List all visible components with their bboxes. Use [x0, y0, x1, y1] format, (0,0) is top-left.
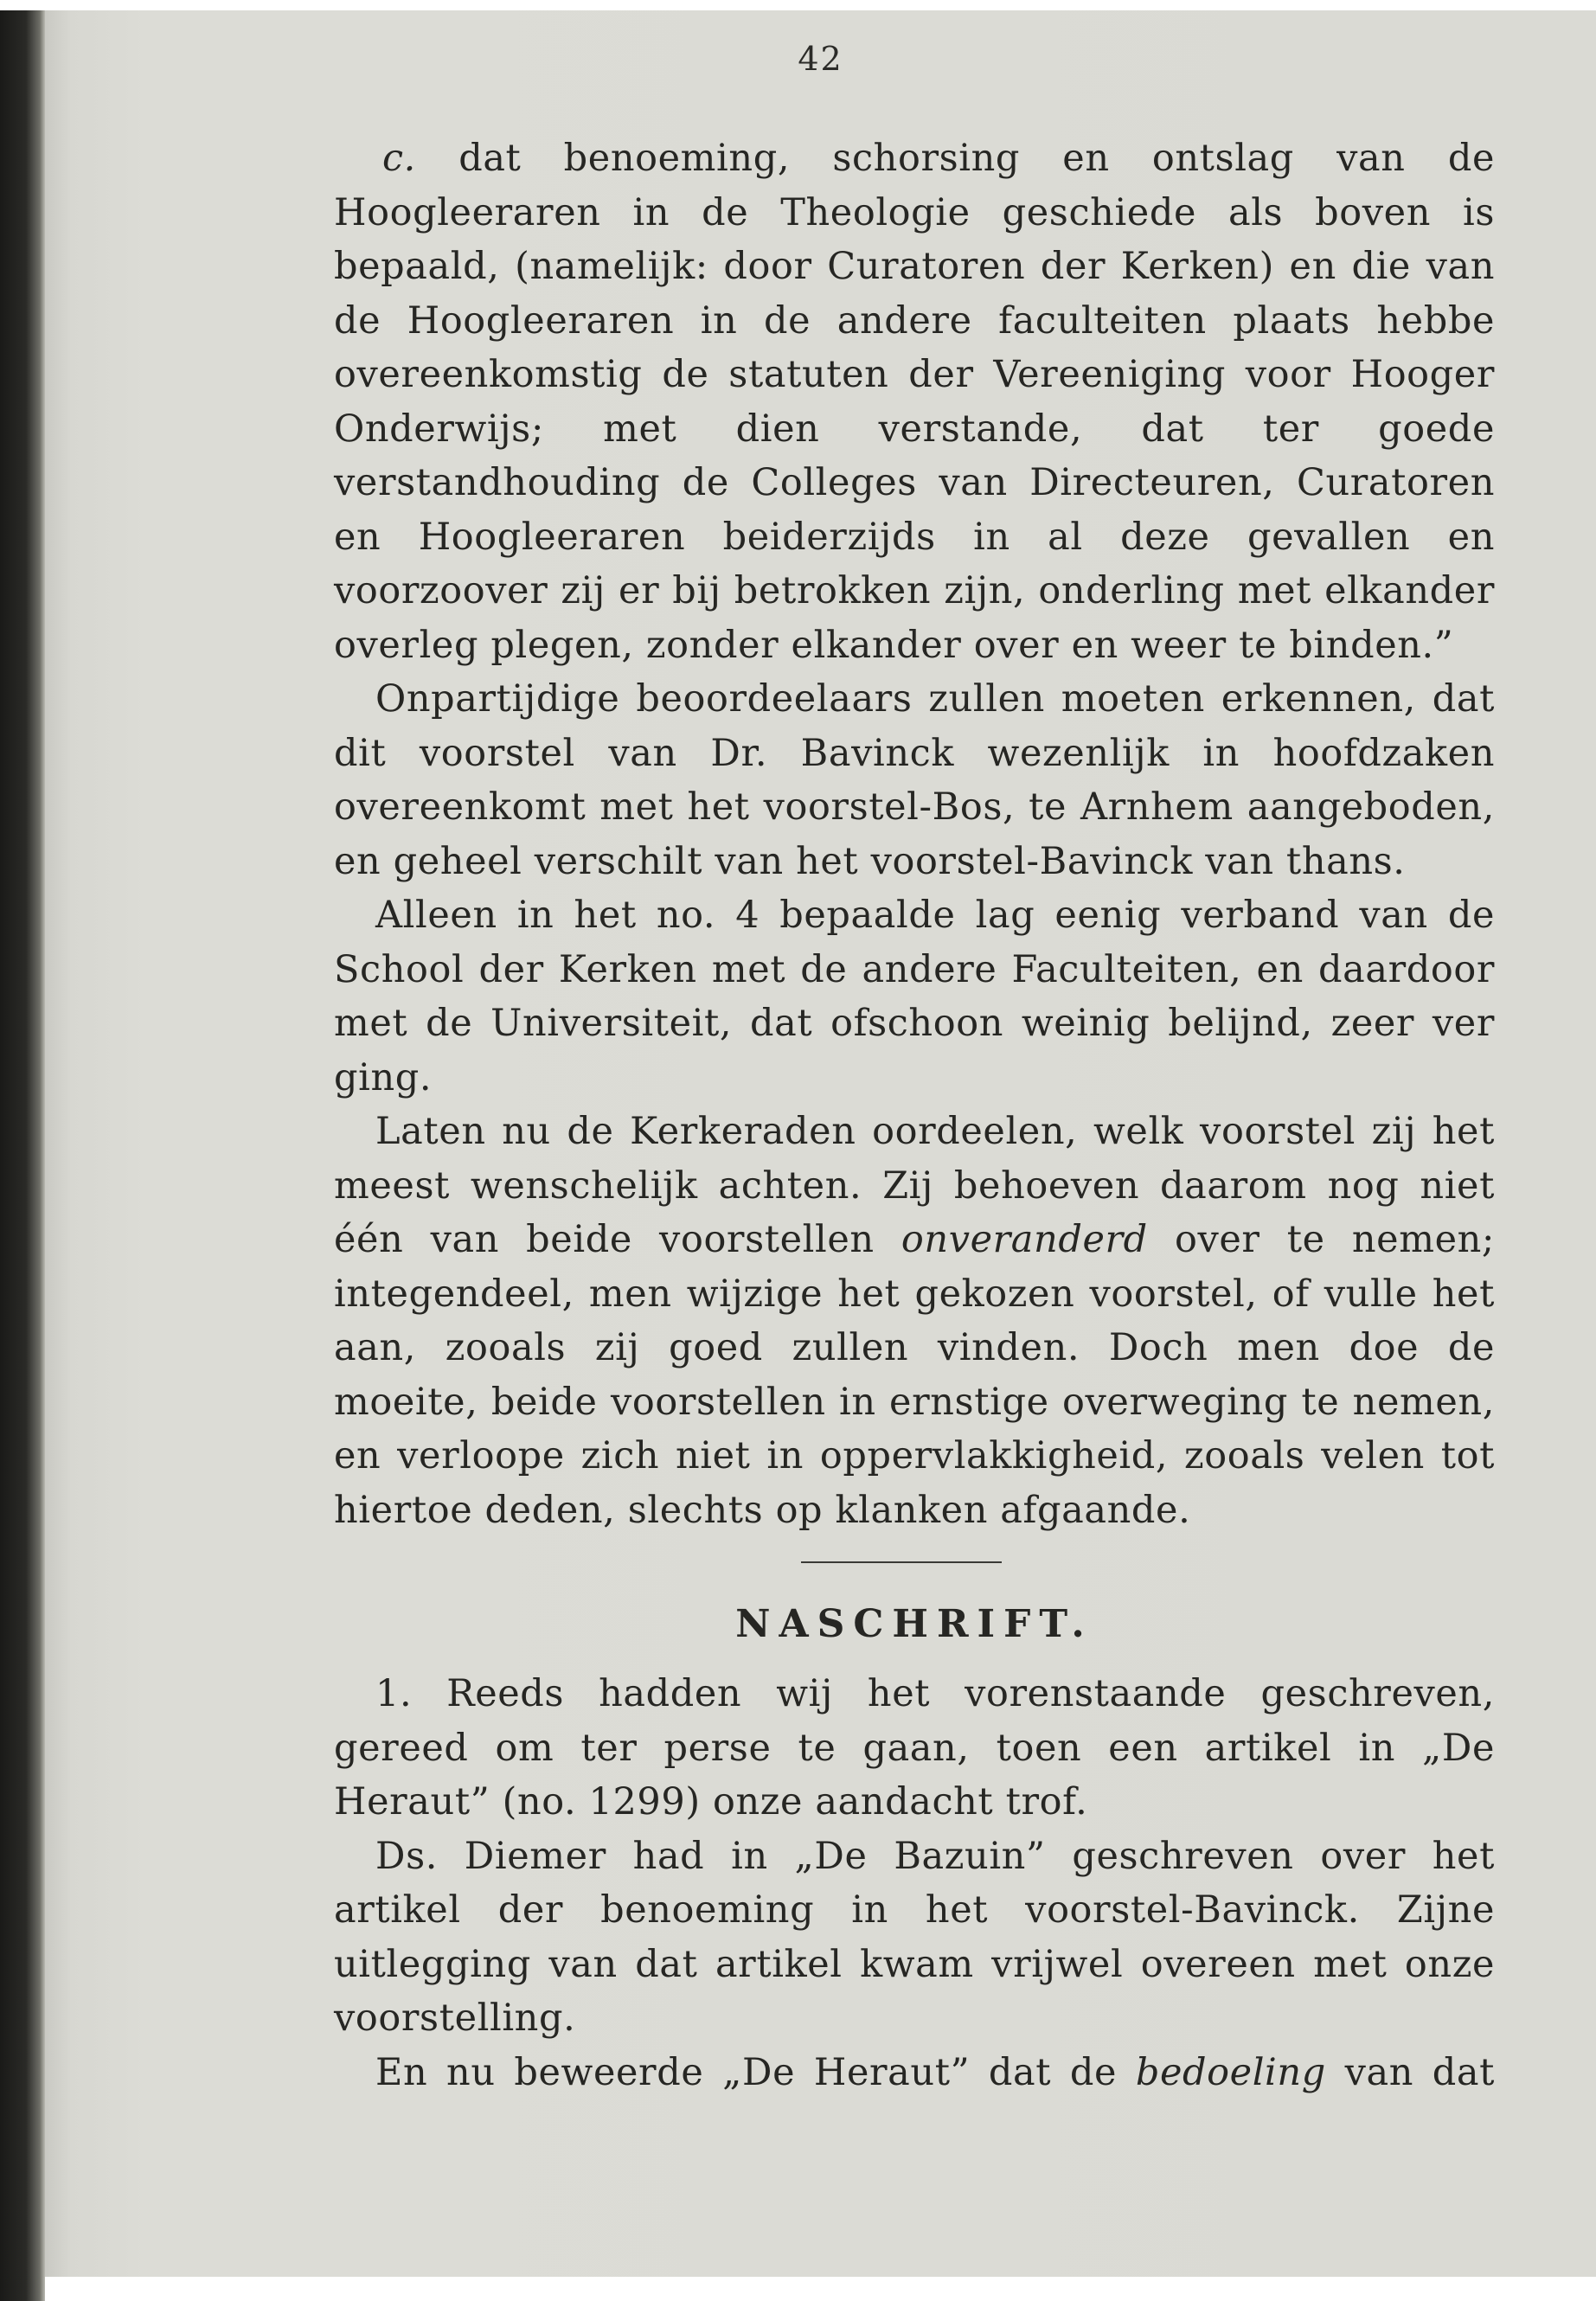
scan-binding-edge [0, 0, 45, 2301]
emphasis-onveranderd: onveranderd [901, 1218, 1148, 1261]
paragraph-text: 1. Reeds hadden wij het vorenstaande geschreven, gereed om ter perse te gaan, toen een artikel in „De Heraut” (no. 1299) onze aandacht trof. [334, 1672, 1495, 1823]
paragraph-text: Laten nu de Kerkeraden oordeelen, welk voorstel zij het meest wenschelijk achten. Zij behoeven daarom nog niet één van beide voorstellen [334, 1110, 1495, 1261]
divider-rule [801, 1561, 1002, 1563]
book-page [45, 10, 1596, 2277]
paragraph-kerkeraden [334, 1105, 1495, 1537]
paragraph-article-c [334, 131, 1495, 672]
paragraph-text: over te nemen; integendeel, men wijzige het gekozen voorstel, of vulle het aan, zooals zij goed zullen vinden. Doch men doe de moeite, beide voorstellen in ernstige overweging te nemen, en verloope zich niet in oppervlakkigheid, zooals velen tot hiertoe deden, slechts op klanken afgaande. [334, 1218, 1496, 1532]
paragraph-text: Ds. Diemer had in „De Bazuin” geschreven over het artikel der benoeming in het voorstel-Bavinck. Zijne uitlegging van dat artikel kwam vrijwel overeen met onze voorstelling. [334, 1834, 1495, 2040]
section-divider [334, 1537, 1495, 1589]
paragraph-text: En nu beweerde „De Heraut” dat de [375, 2050, 1136, 2094]
body-text [334, 131, 1495, 2099]
paragraph-heraut [334, 2046, 1495, 2100]
paragraph-text: van dat [1325, 2050, 1495, 2094]
paragraph-text: Onpartijdige beoordeelaars zullen moeten erkennen, dat dit voorstel van Dr. Bavinck wezenlijk in hoofdzaken overeenkomt met het voorstel-Bos, te Arnhem aangeboden, en geheel verschilt van het voorstel-Bavinck van thans. [334, 677, 1495, 883]
section-heading: NASCHRIFT. [735, 1602, 1093, 1646]
item-letter: c. [382, 137, 416, 180]
paragraph-comparison [334, 672, 1495, 888]
page-number: 42 [798, 40, 843, 78]
paragraph-no4 [334, 888, 1495, 1105]
emphasis-bedoeling: bedoeling [1135, 2050, 1326, 2094]
paragraph-naschrift-1 [334, 1667, 1495, 1830]
paragraph-text: Alleen in het no. 4 bepaalde lag eenig verband van de School der Kerken met de andere Faculteiten, en daardoor met de Universiteit, dat ofschoon weinig belijnd, zeer ver ging. [334, 894, 1495, 1099]
paragraph-text: dat benoeming, schorsing en ontslag van de Hoogleeraren in de Theologie geschiede als boven is bepaald, (namelijk: door Curatoren der Kerken) en die van de Hoogleeraren in de andere faculteiten plaats hebbe overeenkomstig de statuten der Vereeniging voor Hooger Onderwijs; met dien verstande, dat ter goede verstandhouding de Colleges van Directeuren, Curatoren en Hoogleeraren beiderzijds in al deze gevallen en voorzoover zij er bij betrokken zijn, onderling met elkander overleg plegen, zonder elkander over en weer te binden.” [334, 137, 1495, 667]
paragraph-diemer [334, 1830, 1495, 2046]
scan-top-margin [0, 0, 1596, 10]
